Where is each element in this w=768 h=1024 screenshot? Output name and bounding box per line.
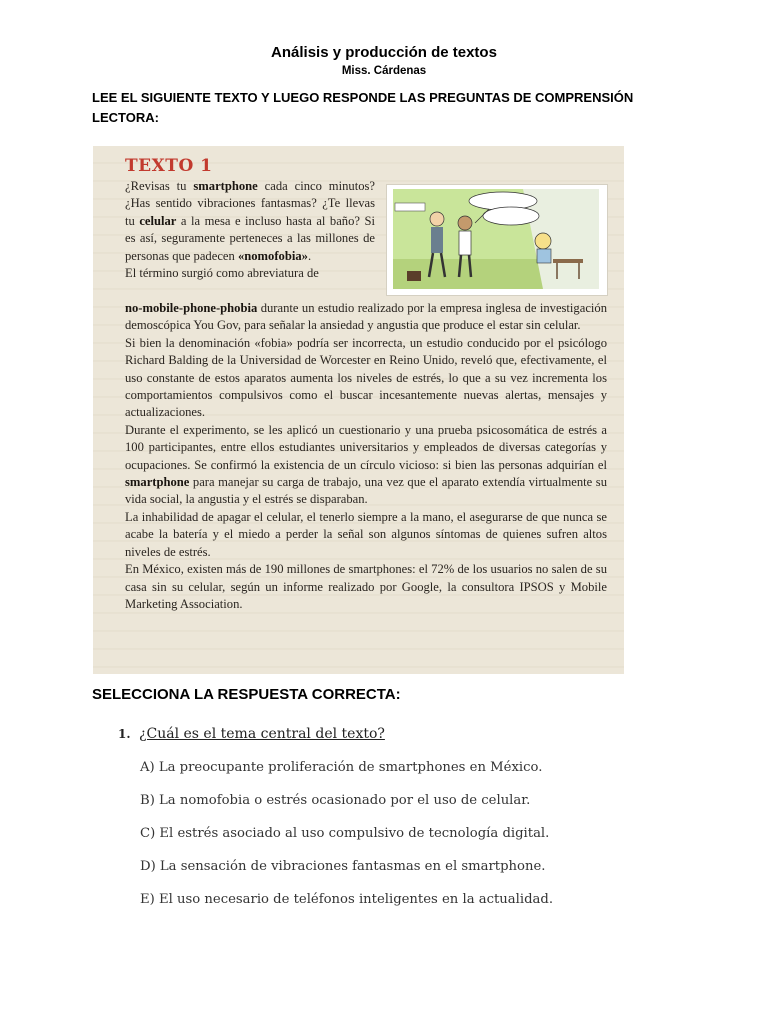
- bold-term: celular: [139, 213, 177, 228]
- reading-intro-paragraph: ¿Revisas tu smartphone cada cinco minutos? ¿Has sentido vibraciones fantasmas? ¿Te llevas tu celular a la mesa e incluso hasta al baño? Si es así, seguramente perteneces a las millones de personas que padecen «nomofobia». El término surgió como abreviatura de: [125, 179, 375, 281]
- bold-term: smartphone: [125, 475, 190, 490]
- question-number: 1.: [118, 727, 131, 741]
- option-b[interactable]: B) La nomofobia o estrés ocasionado por el uso de celular.: [140, 793, 531, 808]
- reading-text-panel: [93, 146, 624, 674]
- bold-term: «nomofobia»: [237, 248, 308, 263]
- option-c[interactable]: C) El estrés asociado al uso compulsivo de tecnología digital.: [140, 826, 550, 841]
- bold-term: smartphone: [193, 179, 258, 193]
- option-a[interactable]: A) La preocupante proliferación de smartphones en México.: [140, 760, 543, 775]
- reading-instruction: LEE EL SIGUIENTE TEXTO Y LUEGO RESPONDE LAS PREGUNTAS DE COMPRENSIÓN LECTORA:: [92, 90, 634, 125]
- bold-term: no-mobile-phone-phobia: [125, 301, 258, 315]
- option-e[interactable]: E) El uso necesario de teléfonos inteligentes en la actualidad.: [140, 892, 554, 907]
- question-text: ¿Cuál es el tema central del texto?: [139, 726, 385, 742]
- cartoon-drawing: [393, 189, 599, 289]
- teacher-name: Miss. Cárdenas: [341, 65, 427, 77]
- cartoon-illustration: [386, 184, 608, 296]
- question-1: [118, 726, 385, 742]
- reading-heading: TEXTO 1: [125, 156, 213, 176]
- option-d[interactable]: D) La sensación de vibraciones fantasmas en el smartphone.: [140, 859, 546, 874]
- section-title: SELECCIONA LA RESPUESTA CORRECTA:: [92, 686, 401, 703]
- reading-body-paragraphs: no-mobile-phone-phobia durante un estudio realizado por la empresa inglesa de investigación demoscópica You Gov, para señalar la ansiedad y angustia que produce el estar sin celular. Si bien la denominación «fobia» podría ser incorrecta, un estudio conducido por el psicólogo Richard Balding de la Universidad de Worcester en Reino Unido, reveló que, efectivamente, el uso constante de estos aparatos aumenta los niveles de estrés, lo que a su vez incrementa los comportamientos compulsivos como el buscar incesantemente nuevas alertas, mensajes y actualizaciones. Durante el experimento, se les aplicó un cuestionario y una prueba psicosomática de estrés a 100 participantes, entre ellos estudiantes universitarios y empleados de diversas categorías y ocupaciones. Se confirmó la existencia de un círculo vicioso: si bien las personas adquirían el smartphone para manejar su carga de trabajo, una vez que el aparato extendía virtualmente su vida social, la angustia y el estrés se disparaban. La inhabilidad de apagar el celular, el tenerlo siempre a la mano, el asegurarse de que nunca se acabe la batería y el miedo a perder la señal son algunos síntomas de quienes sufren altos niveles de estrés. En México, existen más de 190 millones de smartphones: el 72% de los usuarios no salen de su casa sin su celular, según un informe realizado por Google, la consultora IPSOS y Mobile Marketing Association.: [125, 301, 607, 611]
- document-title: Análisis y producción de textos: [271, 44, 497, 61]
